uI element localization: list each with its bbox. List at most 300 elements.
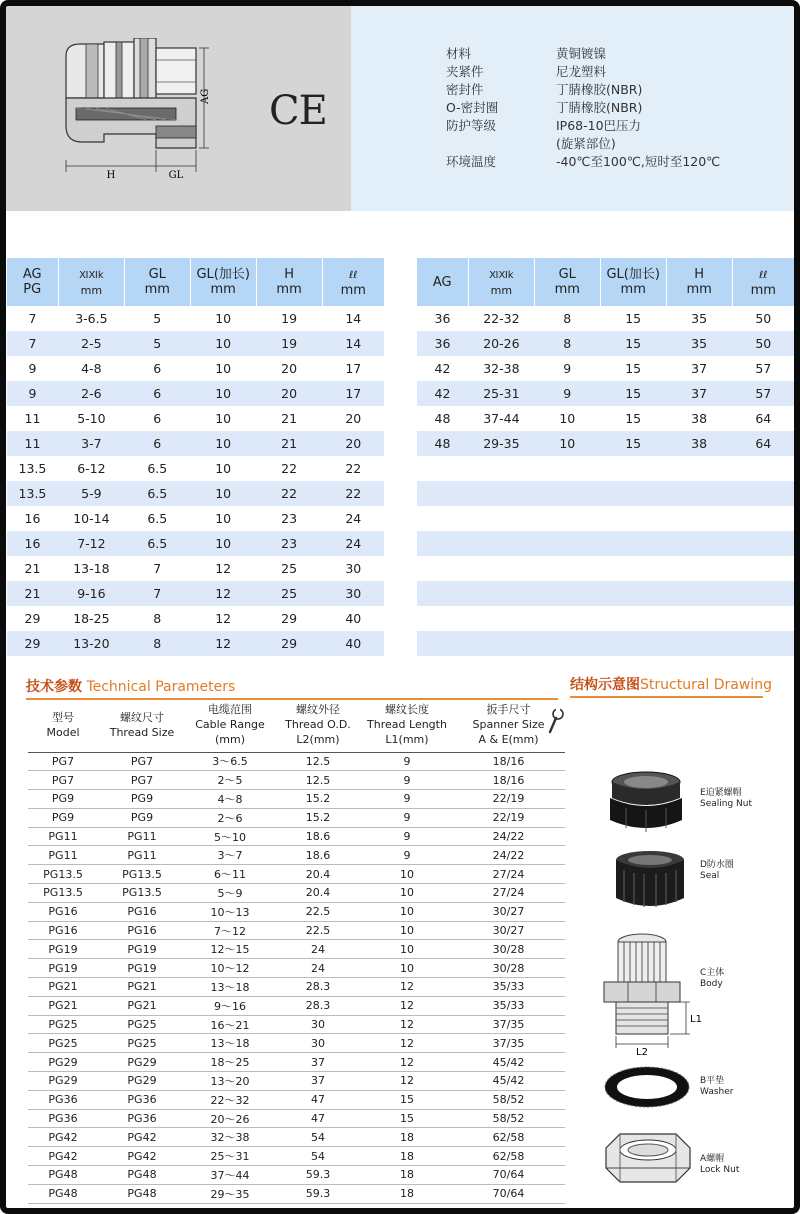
- table-cell: 22.5: [274, 902, 362, 921]
- table-cell: PG19: [98, 940, 186, 959]
- size-table-right-body: [417, 306, 795, 656]
- table-cell: 15.2: [274, 808, 362, 827]
- table-cell: 29-35: [468, 431, 534, 456]
- table-cell: 16: [7, 506, 59, 531]
- table-row: [417, 556, 795, 581]
- table-row: [28, 1072, 565, 1091]
- table-row: [7, 431, 385, 456]
- table-cell: 62/58: [452, 1147, 565, 1166]
- table-cell: 6.5: [124, 506, 190, 531]
- table-row: [28, 1015, 565, 1034]
- table-cell: 29: [7, 631, 59, 656]
- table-cell: 37: [274, 1072, 362, 1091]
- technical-parameters-title: [26, 676, 235, 696]
- table-cell: 18/16: [452, 771, 565, 790]
- table-cell: 20～26: [186, 1109, 274, 1128]
- table-cell: 10: [534, 406, 600, 431]
- table-cell: 59.3: [274, 1184, 362, 1203]
- tech-table-header-row: [28, 698, 565, 752]
- spec-value: IP68-10巴压力: [556, 118, 642, 133]
- body-image: [600, 930, 712, 1056]
- table-cell: 48: [417, 406, 469, 431]
- table-cell: 18/16: [452, 752, 565, 771]
- table-cell: 12.5: [274, 771, 362, 790]
- table-cell: 23: [256, 531, 322, 556]
- table-cell: 10: [190, 431, 256, 456]
- table-cell: [534, 581, 600, 606]
- table-cell: 30: [274, 1015, 362, 1034]
- table-cell: PG19: [98, 959, 186, 978]
- table-cell: [600, 556, 666, 581]
- table-row: [28, 921, 565, 940]
- table-cell: 2-6: [58, 381, 124, 406]
- technical-parameters-body: [28, 752, 565, 1203]
- table-cell: 2-5: [58, 331, 124, 356]
- table-cell: 15.2: [274, 790, 362, 809]
- table-cell: [666, 556, 732, 581]
- table-cell: 50: [732, 331, 794, 356]
- table-cell: PG48: [28, 1166, 98, 1185]
- spec-label: 防护等级: [446, 118, 497, 133]
- table-cell: 28.3: [274, 978, 362, 997]
- table-row: [28, 902, 565, 921]
- table-cell: PG9: [98, 808, 186, 827]
- seal-image: [610, 850, 690, 910]
- table-cell: 70/64: [452, 1166, 565, 1185]
- table-row: [417, 531, 795, 556]
- spec-row: [446, 134, 616, 152]
- table-cell: 58/52: [452, 1090, 565, 1109]
- table-cell: 35: [666, 306, 732, 331]
- table-row: [417, 631, 795, 656]
- table-cell: 25-31: [468, 381, 534, 406]
- table-cell: PG21: [28, 978, 98, 997]
- table-row: [28, 959, 565, 978]
- table-cell: [417, 456, 469, 481]
- table-cell: 18.6: [274, 846, 362, 865]
- table-cell: 25～31: [186, 1147, 274, 1166]
- title-en: Structural Drawing: [640, 677, 772, 693]
- ag-dimension-label: AG: [200, 88, 211, 104]
- table-row: [417, 431, 795, 456]
- column-header-cable-range: 电缆范围 Cable Range (mm): [186, 698, 274, 752]
- column-header-thread-length: 螺纹长度 Thread Length L1(mm): [362, 698, 452, 752]
- dimension-drawing-panel: [6, 6, 351, 211]
- washer-image: [602, 1062, 692, 1112]
- table-cell: 30/27: [452, 921, 565, 940]
- gl-dimension-label: GL: [168, 170, 184, 181]
- table-cell: 22～32: [186, 1090, 274, 1109]
- table-cell: 10: [534, 431, 600, 456]
- table-cell: 30: [322, 556, 384, 581]
- table-row: [417, 481, 795, 506]
- table-row: [7, 306, 385, 331]
- table-cell: 37/35: [452, 1015, 565, 1034]
- table-cell: 11: [7, 406, 59, 431]
- table-cell: 6: [124, 356, 190, 381]
- table-cell: 10: [190, 456, 256, 481]
- material-specs-panel: [351, 6, 794, 211]
- table-row: [28, 808, 565, 827]
- column-header: GL mm: [534, 258, 600, 306]
- table-cell: [600, 481, 666, 506]
- title-cn: 技术参数: [26, 679, 82, 695]
- table-cell: 58/52: [452, 1109, 565, 1128]
- title-en: Technical Parameters: [86, 679, 236, 695]
- spec-value: 丁腈橡胶(NBR): [556, 100, 643, 115]
- table-cell: 5-10: [58, 406, 124, 431]
- table-cell: PG48: [98, 1184, 186, 1203]
- table-cell: [417, 606, 469, 631]
- table-cell: 15: [600, 381, 666, 406]
- table-cell: 22: [322, 456, 384, 481]
- table-cell: 7～12: [186, 921, 274, 940]
- table-cell: 5～9: [186, 884, 274, 903]
- table-cell: PG21: [98, 996, 186, 1015]
- table-row: [417, 456, 795, 481]
- table-cell: PG7: [98, 752, 186, 771]
- table-cell: 8: [534, 331, 600, 356]
- size-table-header-row: [7, 258, 385, 306]
- table-cell: PG25: [28, 1034, 98, 1053]
- table-cell: 22: [256, 456, 322, 481]
- table-cell: 22/19: [452, 790, 565, 809]
- part-label-washer: B平垫 Washer: [700, 1076, 734, 1097]
- table-cell: 11: [7, 431, 59, 456]
- lock-nut-image: [600, 1128, 696, 1188]
- table-cell: 8: [534, 306, 600, 331]
- column-header: H mm: [256, 258, 322, 306]
- spec-value: (旋紧部位): [556, 136, 616, 151]
- table-cell: 9: [7, 381, 59, 406]
- table-cell: 2～5: [186, 771, 274, 790]
- table-cell: 3-7: [58, 431, 124, 456]
- table-cell: 9: [362, 846, 452, 865]
- table-cell: 40: [322, 606, 384, 631]
- table-cell: 21: [7, 556, 59, 581]
- table-row: [7, 406, 385, 431]
- table-cell: PG9: [28, 808, 98, 827]
- table-cell: 22: [322, 481, 384, 506]
- table-cell: 9: [7, 356, 59, 381]
- table-cell: 29: [256, 606, 322, 631]
- table-cell: 24/22: [452, 846, 565, 865]
- table-cell: 18: [362, 1128, 452, 1147]
- table-cell: 37/35: [452, 1034, 565, 1053]
- table-cell: PG16: [28, 902, 98, 921]
- column-header: ⅪⅪk mm: [58, 258, 124, 306]
- table-cell: PG36: [98, 1109, 186, 1128]
- table-cell: PG13.5: [98, 884, 186, 903]
- table-cell: [417, 531, 469, 556]
- column-header: ℓℓ mm: [322, 258, 384, 306]
- table-cell: 10: [362, 884, 452, 903]
- table-cell: 6-12: [58, 456, 124, 481]
- table-cell: [732, 531, 794, 556]
- table-cell: 50: [732, 306, 794, 331]
- table-cell: [468, 506, 534, 531]
- table-cell: 8: [124, 631, 190, 656]
- table-cell: 2～6: [186, 808, 274, 827]
- table-cell: 37-44: [468, 406, 534, 431]
- table-cell: 37: [666, 381, 732, 406]
- table-cell: 5: [124, 331, 190, 356]
- table-cell: 17: [322, 381, 384, 406]
- table-cell: [468, 556, 534, 581]
- table-cell: 7: [124, 581, 190, 606]
- column-header: H mm: [666, 258, 732, 306]
- column-header: GL(加长) mm: [600, 258, 666, 306]
- parameters-section: [6, 660, 794, 1208]
- table-cell: 23: [256, 506, 322, 531]
- table-cell: 35/33: [452, 978, 565, 997]
- table-cell: 3～6.5: [186, 752, 274, 771]
- table-cell: 5: [124, 306, 190, 331]
- table-cell: 36: [417, 331, 469, 356]
- table-row: [417, 306, 795, 331]
- table-cell: [417, 481, 469, 506]
- table-cell: [468, 581, 534, 606]
- table-row: [28, 978, 565, 997]
- spec-row: [446, 62, 606, 80]
- table-cell: 18: [362, 1184, 452, 1203]
- table-cell: 24: [322, 506, 384, 531]
- spec-label: O-密封圈: [446, 100, 499, 115]
- table-row: [28, 1184, 565, 1203]
- table-cell: 70/64: [452, 1184, 565, 1203]
- table-cell: 10: [190, 306, 256, 331]
- table-cell: [534, 506, 600, 531]
- table-cell: 6: [124, 381, 190, 406]
- table-cell: 18: [362, 1147, 452, 1166]
- table-cell: 30: [322, 581, 384, 606]
- table-cell: [666, 481, 732, 506]
- table-cell: 9: [362, 808, 452, 827]
- table-cell: 62/58: [452, 1128, 565, 1147]
- table-cell: PG25: [28, 1015, 98, 1034]
- table-row: [28, 790, 565, 809]
- table-cell: 12: [362, 978, 452, 997]
- table-cell: 29: [256, 631, 322, 656]
- table-cell: 24/22: [452, 827, 565, 846]
- table-cell: 12: [362, 1034, 452, 1053]
- table-cell: 32～38: [186, 1128, 274, 1147]
- table-cell: 38: [666, 406, 732, 431]
- table-cell: 9: [534, 356, 600, 381]
- spec-value: 黄铜镀镍: [556, 46, 607, 61]
- table-cell: 57: [732, 356, 794, 381]
- table-cell: 21: [256, 406, 322, 431]
- table-row: [417, 406, 795, 431]
- table-cell: 15: [600, 356, 666, 381]
- table-cell: 30/27: [452, 902, 565, 921]
- table-cell: [534, 531, 600, 556]
- table-cell: 10: [362, 902, 452, 921]
- table-cell: 28.3: [274, 996, 362, 1015]
- spec-label: 密封件: [446, 82, 484, 97]
- table-cell: PG16: [98, 902, 186, 921]
- column-header-thread-od: 螺纹外径 Thread O.D. L2(mm): [274, 698, 362, 752]
- table-cell: 10～13: [186, 902, 274, 921]
- table-cell: 20: [256, 356, 322, 381]
- table-cell: [600, 631, 666, 656]
- table-cell: 7: [7, 331, 59, 356]
- table-cell: [732, 456, 794, 481]
- table-cell: 12: [190, 556, 256, 581]
- table-cell: 14: [322, 306, 384, 331]
- table-cell: 10: [190, 481, 256, 506]
- table-cell: [666, 456, 732, 481]
- table-cell: 10-14: [58, 506, 124, 531]
- table-cell: [666, 531, 732, 556]
- table-cell: 6.5: [124, 531, 190, 556]
- title-cn: 结构示意图: [570, 677, 640, 693]
- table-cell: 45/42: [452, 1072, 565, 1091]
- table-cell: 8: [124, 606, 190, 631]
- table-cell: [600, 506, 666, 531]
- size-table-right: [416, 258, 794, 656]
- table-cell: 9: [534, 381, 600, 406]
- table-cell: PG36: [28, 1109, 98, 1128]
- size-table-left: [6, 258, 384, 656]
- table-cell: PG9: [98, 790, 186, 809]
- table-row: [7, 581, 385, 606]
- table-cell: [534, 456, 600, 481]
- table-cell: 20: [256, 381, 322, 406]
- table-cell: 35: [666, 331, 732, 356]
- table-cell: [534, 556, 600, 581]
- table-cell: 18: [362, 1166, 452, 1185]
- table-cell: PG42: [98, 1147, 186, 1166]
- structural-drawing-title: [570, 674, 772, 694]
- table-cell: 40: [322, 631, 384, 656]
- table-cell: 12: [362, 1015, 452, 1034]
- table-row: [28, 996, 565, 1015]
- table-cell: PG11: [98, 827, 186, 846]
- table-row: [417, 356, 795, 381]
- table-cell: 27/24: [452, 865, 565, 884]
- table-row: [7, 531, 385, 556]
- table-cell: [468, 606, 534, 631]
- column-header: GL(加长) mm: [190, 258, 256, 306]
- table-cell: PG29: [98, 1072, 186, 1091]
- table-cell: 45/42: [452, 1053, 565, 1072]
- table-cell: 6.5: [124, 481, 190, 506]
- table-cell: PG21: [98, 978, 186, 997]
- table-cell: 10: [362, 959, 452, 978]
- table-cell: [468, 531, 534, 556]
- table-cell: PG16: [28, 921, 98, 940]
- table-cell: PG42: [28, 1147, 98, 1166]
- table-cell: PG7: [28, 752, 98, 771]
- table-cell: 13.5: [7, 456, 59, 481]
- table-cell: 10: [362, 865, 452, 884]
- table-cell: 30/28: [452, 959, 565, 978]
- table-cell: 59.3: [274, 1166, 362, 1185]
- table-cell: 9～16: [186, 996, 274, 1015]
- part-label-lock-nut: A螺帽 Lock Nut: [700, 1154, 740, 1175]
- spec-value: -40℃至100℃,短时至120℃: [556, 154, 721, 169]
- table-cell: [600, 581, 666, 606]
- table-cell: 20: [322, 431, 384, 456]
- table-cell: 14: [322, 331, 384, 356]
- table-cell: [732, 606, 794, 631]
- table-cell: PG11: [28, 827, 98, 846]
- table-cell: 29～35: [186, 1184, 274, 1203]
- table-cell: 15: [600, 306, 666, 331]
- table-cell: 37: [274, 1053, 362, 1072]
- table-cell: PG25: [98, 1015, 186, 1034]
- table-row: [7, 606, 385, 631]
- table-cell: 7-12: [58, 531, 124, 556]
- table-cell: 10: [190, 381, 256, 406]
- table-cell: 42: [417, 381, 469, 406]
- table-cell: PG36: [28, 1090, 98, 1109]
- table-cell: 47: [274, 1090, 362, 1109]
- table-cell: [600, 456, 666, 481]
- table-row: [417, 606, 795, 631]
- size-table-left-body: [7, 306, 385, 656]
- table-cell: 5～10: [186, 827, 274, 846]
- table-cell: [666, 631, 732, 656]
- table-cell: 3～7: [186, 846, 274, 865]
- table-cell: PG7: [28, 771, 98, 790]
- table-cell: 12: [362, 996, 452, 1015]
- table-cell: 12: [362, 1053, 452, 1072]
- table-cell: 25: [256, 556, 322, 581]
- table-row: [28, 884, 565, 903]
- table-cell: 21: [256, 431, 322, 456]
- table-row: [28, 1109, 565, 1128]
- column-header: ℓℓ mm: [732, 258, 794, 306]
- table-cell: 48: [417, 431, 469, 456]
- table-row: [417, 581, 795, 606]
- table-cell: 10: [362, 921, 452, 940]
- table-cell: 36: [417, 306, 469, 331]
- table-cell: 12: [190, 581, 256, 606]
- column-header-spanner-size: 扳手尺寸 Spanner Size A & E(mm): [452, 698, 565, 752]
- spec-value: 丁腈橡胶(NBR): [556, 82, 643, 97]
- table-cell: 16: [7, 531, 59, 556]
- table-cell: 19: [256, 306, 322, 331]
- table-cell: 15: [362, 1109, 452, 1128]
- table-row: [28, 1090, 565, 1109]
- table-cell: 20.4: [274, 884, 362, 903]
- spec-row: [446, 80, 642, 98]
- table-cell: 10: [190, 406, 256, 431]
- spec-label: 环境温度: [446, 154, 497, 169]
- table-cell: [417, 556, 469, 581]
- table-cell: 13.5: [7, 481, 59, 506]
- spec-label: 夹紧件: [446, 64, 484, 79]
- table-cell: 35/33: [452, 996, 565, 1015]
- table-cell: 22/19: [452, 808, 565, 827]
- table-row: [28, 827, 565, 846]
- table-cell: 57: [732, 381, 794, 406]
- table-cell: 13-18: [58, 556, 124, 581]
- table-cell: 13-20: [58, 631, 124, 656]
- table-cell: 10: [190, 506, 256, 531]
- table-cell: [732, 481, 794, 506]
- table-cell: [534, 606, 600, 631]
- table-cell: 12.5: [274, 752, 362, 771]
- table-cell: PG29: [28, 1072, 98, 1091]
- table-row: [28, 1053, 565, 1072]
- table-cell: 9: [362, 752, 452, 771]
- table-cell: [732, 581, 794, 606]
- table-cell: 18～25: [186, 1053, 274, 1072]
- table-cell: 9: [362, 827, 452, 846]
